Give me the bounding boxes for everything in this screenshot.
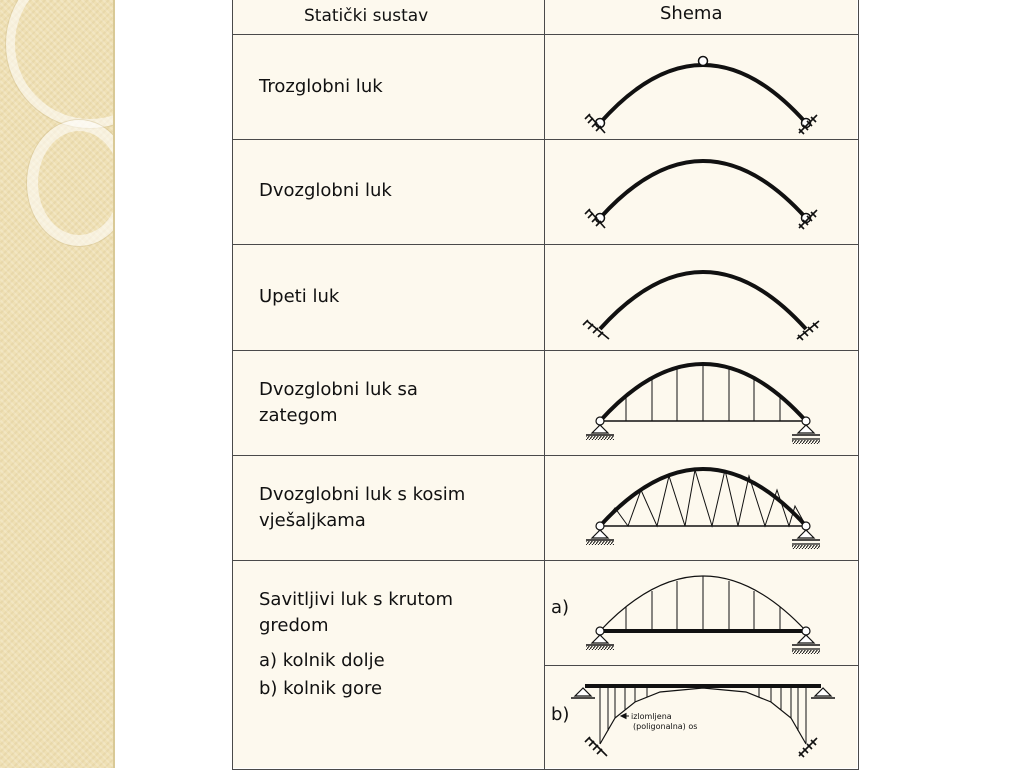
row-label-three-hinged: Trozglobni luk bbox=[259, 76, 383, 97]
arch-curve bbox=[600, 65, 806, 123]
annotation-line1: izlomljena bbox=[631, 712, 672, 721]
header-scheme-label: Shema bbox=[660, 3, 723, 24]
row-label-fixed-arch: Upeti luk bbox=[259, 286, 340, 307]
option-b-deck-above: b) kolnik gore bbox=[259, 678, 383, 699]
arch-curve bbox=[600, 272, 806, 329]
scheme-flexible-arch-deck-below bbox=[545, 561, 858, 665]
annotation-arrow bbox=[621, 714, 629, 719]
header-cell-scheme bbox=[545, 0, 859, 35]
system-cell bbox=[233, 140, 545, 245]
decorative-ring bbox=[27, 120, 115, 246]
table-row bbox=[233, 456, 859, 561]
system-cell bbox=[233, 35, 545, 140]
header-system-label: Statički sustav bbox=[304, 6, 429, 26]
system-cell bbox=[233, 456, 545, 561]
row-label-network-arch-line2: vješaljkama bbox=[259, 510, 366, 531]
scheme-cell bbox=[545, 666, 859, 770]
table-row bbox=[233, 140, 859, 245]
row-label-two-hinged: Dvozglobni luk bbox=[259, 180, 392, 201]
scheme-tied-arch bbox=[545, 351, 858, 455]
row-label-flexible-arch-line1: Savitljivi luk s krutom bbox=[259, 589, 454, 610]
scheme-cell bbox=[545, 456, 859, 561]
decorative-side-strip bbox=[0, 0, 115, 768]
table-row bbox=[233, 35, 859, 140]
scheme-cell bbox=[545, 351, 859, 456]
scheme-two-hinged-arch bbox=[545, 140, 858, 244]
decorative-ring bbox=[6, 0, 115, 128]
row-label-tied-arch-line1: Dvozglobni luk sa bbox=[259, 379, 418, 400]
row-label-network-arch-line1: Dvozglobni luk s kosim bbox=[259, 484, 466, 505]
vertical-hangers bbox=[626, 364, 780, 421]
arch-curve bbox=[600, 161, 806, 218]
header-cell-system bbox=[233, 0, 545, 35]
scheme-cell bbox=[545, 35, 859, 140]
table-header-row bbox=[233, 0, 859, 35]
annotation-line2: (poligonalna) os bbox=[633, 722, 698, 731]
vertical-hangers bbox=[626, 576, 780, 631]
scheme-fixed-arch bbox=[545, 245, 858, 350]
scheme-network-arch bbox=[545, 456, 858, 560]
arch-systems-table bbox=[232, 0, 859, 770]
scheme-cell bbox=[545, 140, 859, 245]
system-cell bbox=[233, 245, 545, 351]
right-arch-support-hatch bbox=[799, 738, 817, 757]
system-cell bbox=[233, 351, 545, 456]
scheme-cell bbox=[545, 245, 859, 351]
deck-right-support bbox=[811, 688, 835, 698]
arch-systems-table-container bbox=[232, 0, 857, 768]
crown-hinge bbox=[699, 57, 708, 66]
row-label-tied-arch-line2: zategom bbox=[259, 405, 338, 426]
scheme-b-marker: b) bbox=[551, 704, 570, 725]
scheme-three-hinged-arch bbox=[545, 35, 858, 139]
system-cell bbox=[233, 561, 545, 770]
scheme-a-marker: a) bbox=[551, 597, 570, 618]
left-arch-support-hatch bbox=[585, 737, 607, 756]
scheme-cell bbox=[545, 561, 859, 666]
table-row bbox=[233, 351, 859, 456]
table-row bbox=[233, 245, 859, 351]
scheme-flexible-arch-deck-above bbox=[545, 666, 858, 769]
table-row bbox=[233, 561, 859, 666]
row-label-flexible-arch-line2: gredom bbox=[259, 615, 329, 636]
option-a-deck-below: a) kolnik dolje bbox=[259, 650, 385, 671]
deck-left-support bbox=[571, 688, 595, 698]
